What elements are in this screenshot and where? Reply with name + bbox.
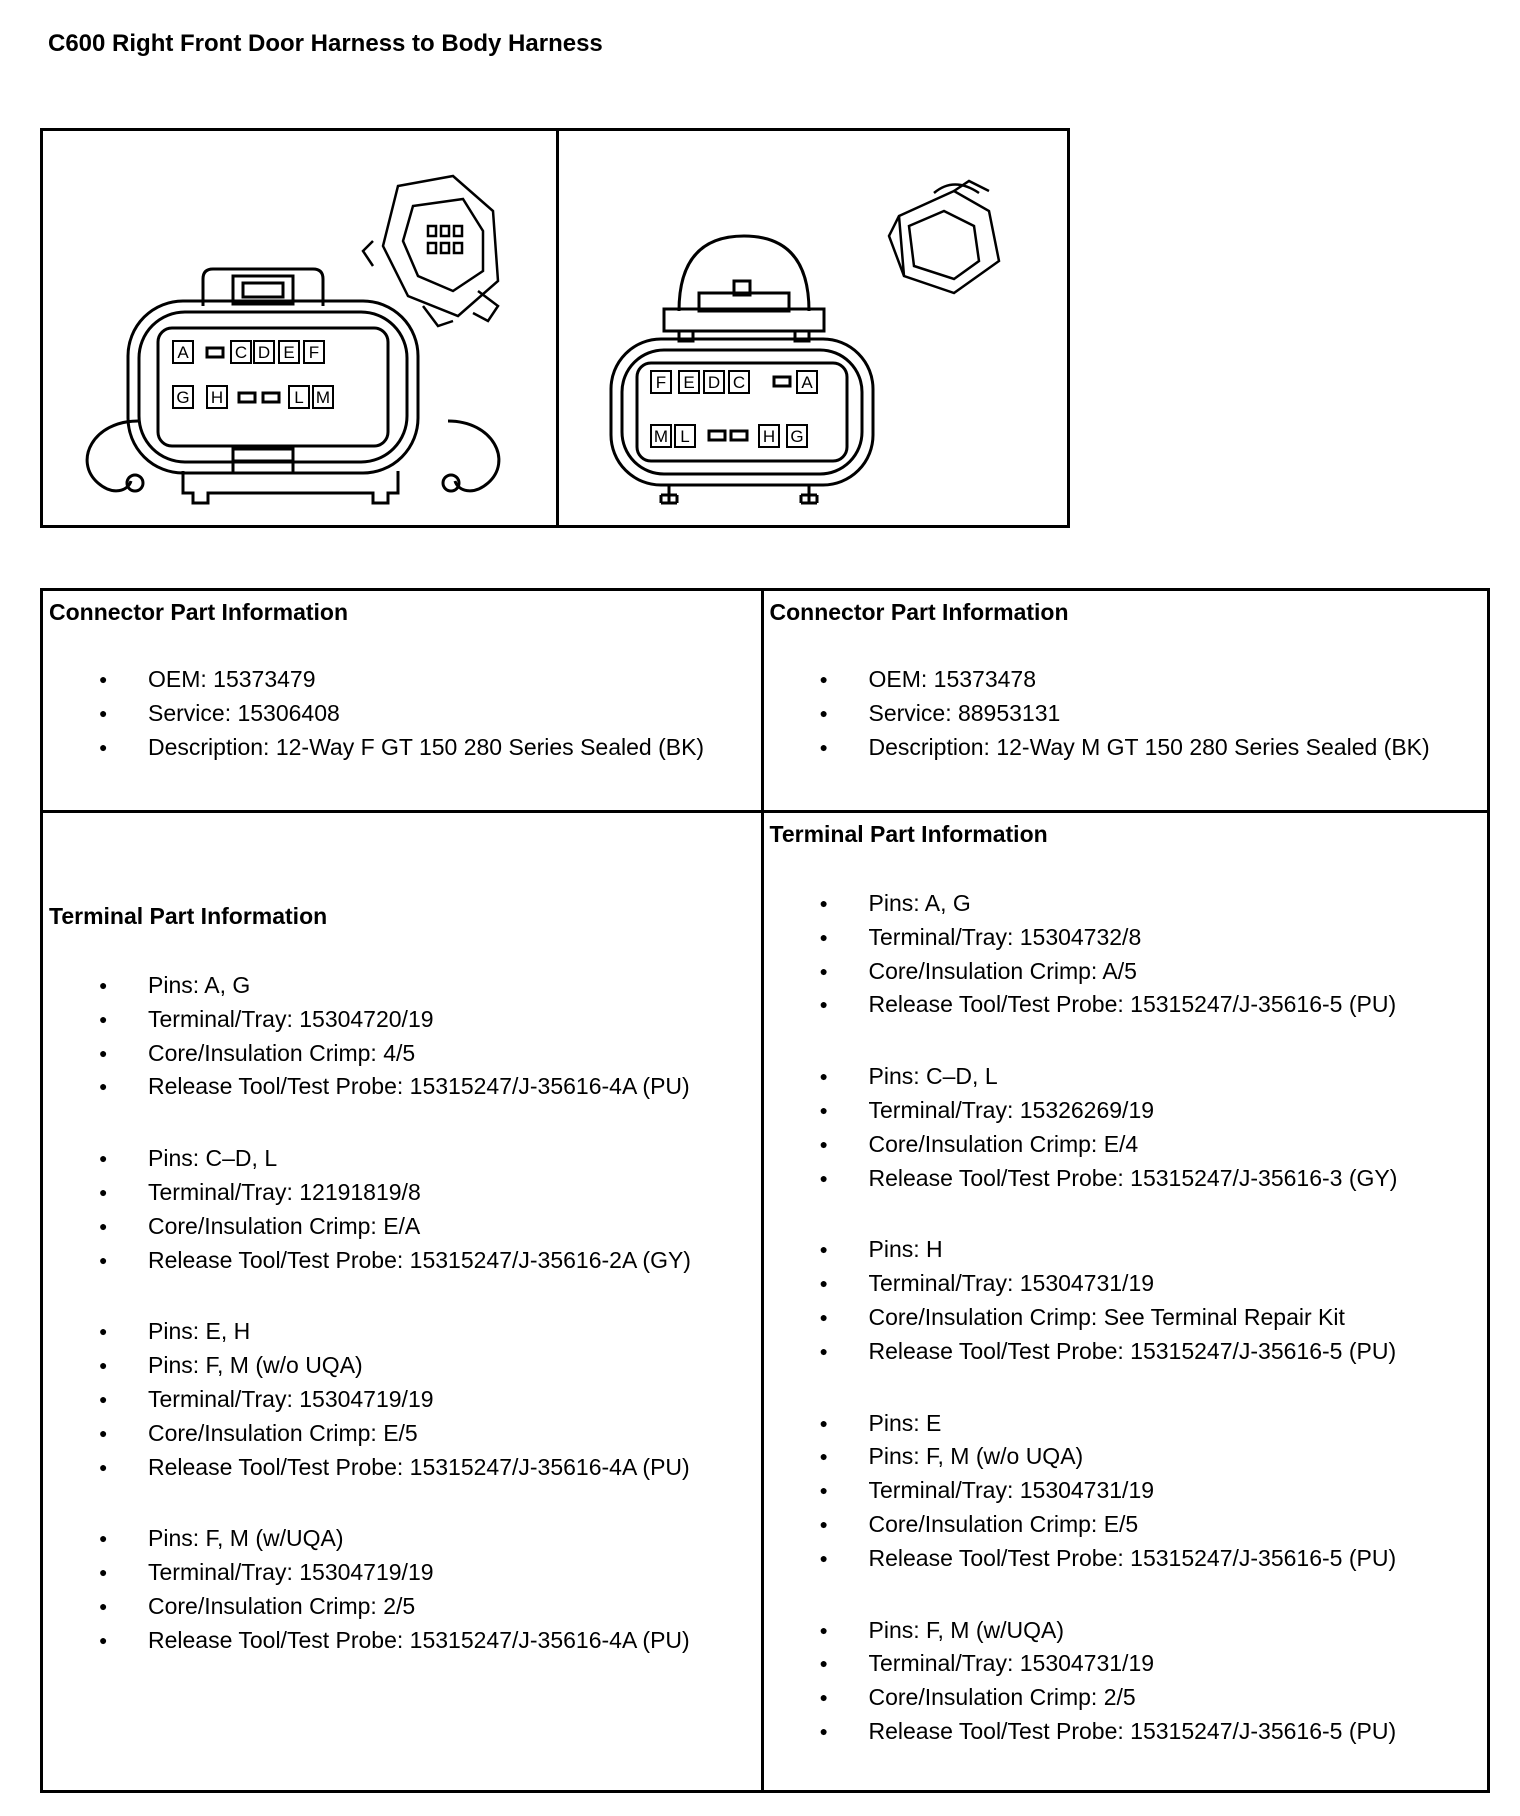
list-item: ● Release Tool/Test Probe: 15315247/J-35616-5 (PU) <box>764 1542 1488 1576</box>
list-item: ● Release Tool/Test Probe: 15315247/J-35616-5 (PU) <box>764 1335 1488 1369</box>
terminal-group-left-4 <box>43 1522 761 1657</box>
list-item: ● Core/Insulation Crimp: 2/5 <box>764 1681 1488 1715</box>
list-item: ● Core/Insulation Crimp: E/5 <box>764 1508 1488 1542</box>
list-item: ● Core/Insulation Crimp: E/4 <box>764 1128 1488 1162</box>
list-item: ● Description: 12-Way M GT 150 280 Series Sealed (BK) <box>764 731 1488 765</box>
list-item: ● OEM: 15373478 <box>764 663 1488 697</box>
list-item: ● Terminal/Tray: 15304732/8 <box>764 921 1488 955</box>
terminal-info-right <box>762 812 1489 1792</box>
terminal-info-heading-right: Terminal Part Information <box>769 821 1048 847</box>
connector-info-list-right <box>764 663 1488 764</box>
male-pin-label-g: G <box>790 427 804 446</box>
female-pin-label-h: H <box>210 388 224 407</box>
list-item: ● Pins: F, M (w/UQA) <box>43 1522 761 1556</box>
male-connector-face <box>559 131 1070 525</box>
list-item: ● Release Tool/Test Probe: 15315247/J-35616-3 (GY) <box>764 1162 1488 1196</box>
list-item: ● Terminal/Tray: 15304719/19 <box>43 1383 761 1417</box>
male-pin-label-h: H <box>762 427 776 446</box>
list-item: ● Service: 88953131 <box>764 697 1488 731</box>
connector-illustrations <box>40 128 1070 528</box>
list-item: ● Release Tool/Test Probe: 15315247/J-35616-4A (PU) <box>43 1451 761 1485</box>
list-item: ● Description: 12-Way F GT 150 280 Series Sealed (BK) <box>43 731 761 765</box>
list-item: ● Release Tool/Test Probe: 15315247/J-35616-4A (PU) <box>43 1070 761 1104</box>
male-pin-label-a: A <box>801 373 813 392</box>
male-pin-label-m: M <box>653 427 669 446</box>
list-item: ● Pins: F, M (w/o UQA) <box>764 1440 1488 1474</box>
female-pin-label-a: A <box>177 343 189 362</box>
list-item: ● Core/Insulation Crimp: A/5 <box>764 955 1488 989</box>
terminal-group-right-4 <box>764 1407 1488 1576</box>
list-item: ● Pins: A, G <box>764 887 1488 921</box>
list-item: ● Service: 15306408 <box>43 697 761 731</box>
terminal-group-right-3 <box>764 1233 1488 1368</box>
list-item: ● Pins: C–D, L <box>43 1142 761 1176</box>
female-connector-face <box>43 131 556 525</box>
list-item: ● Pins: H <box>764 1233 1488 1267</box>
terminal-group-right-1 <box>764 887 1488 1022</box>
list-item: ● Terminal/Tray: 15304720/19 <box>43 1003 761 1037</box>
figure-divider <box>556 131 559 525</box>
connector-info-heading-left: Connector Part Information <box>49 599 349 625</box>
list-item: ● Core/Insulation Crimp: E/A <box>43 1210 761 1244</box>
female-pin-label-m: M <box>315 388 331 407</box>
list-item: ● Terminal/Tray: 15304731/19 <box>764 1267 1488 1301</box>
list-item: ● Pins: E, H <box>43 1315 761 1349</box>
list-item: ● Release Tool/Test Probe: 15315247/J-35616-2A (GY) <box>43 1244 761 1278</box>
list-item: ● Terminal/Tray: 12191819/8 <box>43 1176 761 1210</box>
list-item: ● Terminal/Tray: 15304731/19 <box>764 1474 1488 1508</box>
terminal-group-left-1 <box>43 969 761 1104</box>
list-item: ● Release Tool/Test Probe: 15315247/J-35616-5 (PU) <box>764 988 1488 1022</box>
page-title: C600 Right Front Door Harness to Body Harness <box>48 30 603 57</box>
list-item: ● Core/Insulation Crimp: 2/5 <box>43 1590 761 1624</box>
male-pin-label-e: E <box>683 373 695 392</box>
connector-info-heading-right: Connector Part Information <box>769 599 1069 625</box>
terminal-info-left <box>42 812 763 1792</box>
terminal-group-right-5 <box>764 1614 1488 1749</box>
female-pin-label-c: C <box>234 343 248 362</box>
list-item: ● Pins: F, M (w/UQA) <box>764 1614 1488 1648</box>
list-item: ● Pins: A, G <box>43 969 761 1003</box>
male-pin-label-d: D <box>707 373 721 392</box>
female-pin-label-l: L <box>294 388 304 407</box>
list-item: ● Terminal/Tray: 15326269/19 <box>764 1094 1488 1128</box>
terminal-group-left-2 <box>43 1142 761 1277</box>
list-item: ● Pins: C–D, L <box>764 1060 1488 1094</box>
female-pin-label-f: F <box>308 343 320 362</box>
list-item: ● Core/Insulation Crimp: See Terminal Repair Kit <box>764 1301 1488 1335</box>
list-item: ● Terminal/Tray: 15304719/19 <box>43 1556 761 1590</box>
list-item: ● Core/Insulation Crimp: E/5 <box>43 1417 761 1451</box>
female-pin-label-e: E <box>283 343 295 362</box>
connector-info-left <box>42 590 763 812</box>
terminal-info-heading-left: Terminal Part Information <box>49 903 328 929</box>
terminal-group-left-3 <box>43 1315 761 1484</box>
female-pin-label-g: G <box>176 388 190 407</box>
connector-info-list-left <box>43 663 761 764</box>
connector-info-right <box>762 590 1489 812</box>
male-pin-label-l: L <box>680 427 690 446</box>
list-item: ● Release Tool/Test Probe: 15315247/J-35616-5 (PU) <box>764 1715 1488 1749</box>
connector-info-table <box>40 588 1490 1793</box>
list-item: ● OEM: 15373479 <box>43 663 761 697</box>
list-item: ● Core/Insulation Crimp: 4/5 <box>43 1037 761 1071</box>
list-item: ● Release Tool/Test Probe: 15315247/J-35616-4A (PU) <box>43 1624 761 1658</box>
list-item: ● Terminal/Tray: 15304731/19 <box>764 1647 1488 1681</box>
male-pin-label-c: C <box>732 373 746 392</box>
list-item: ● Pins: F, M (w/o UQA) <box>43 1349 761 1383</box>
female-pin-label-d: D <box>257 343 271 362</box>
list-item: ● Pins: E <box>764 1407 1488 1441</box>
male-pin-label-f: F <box>655 373 667 392</box>
terminal-group-right-2 <box>764 1060 1488 1195</box>
